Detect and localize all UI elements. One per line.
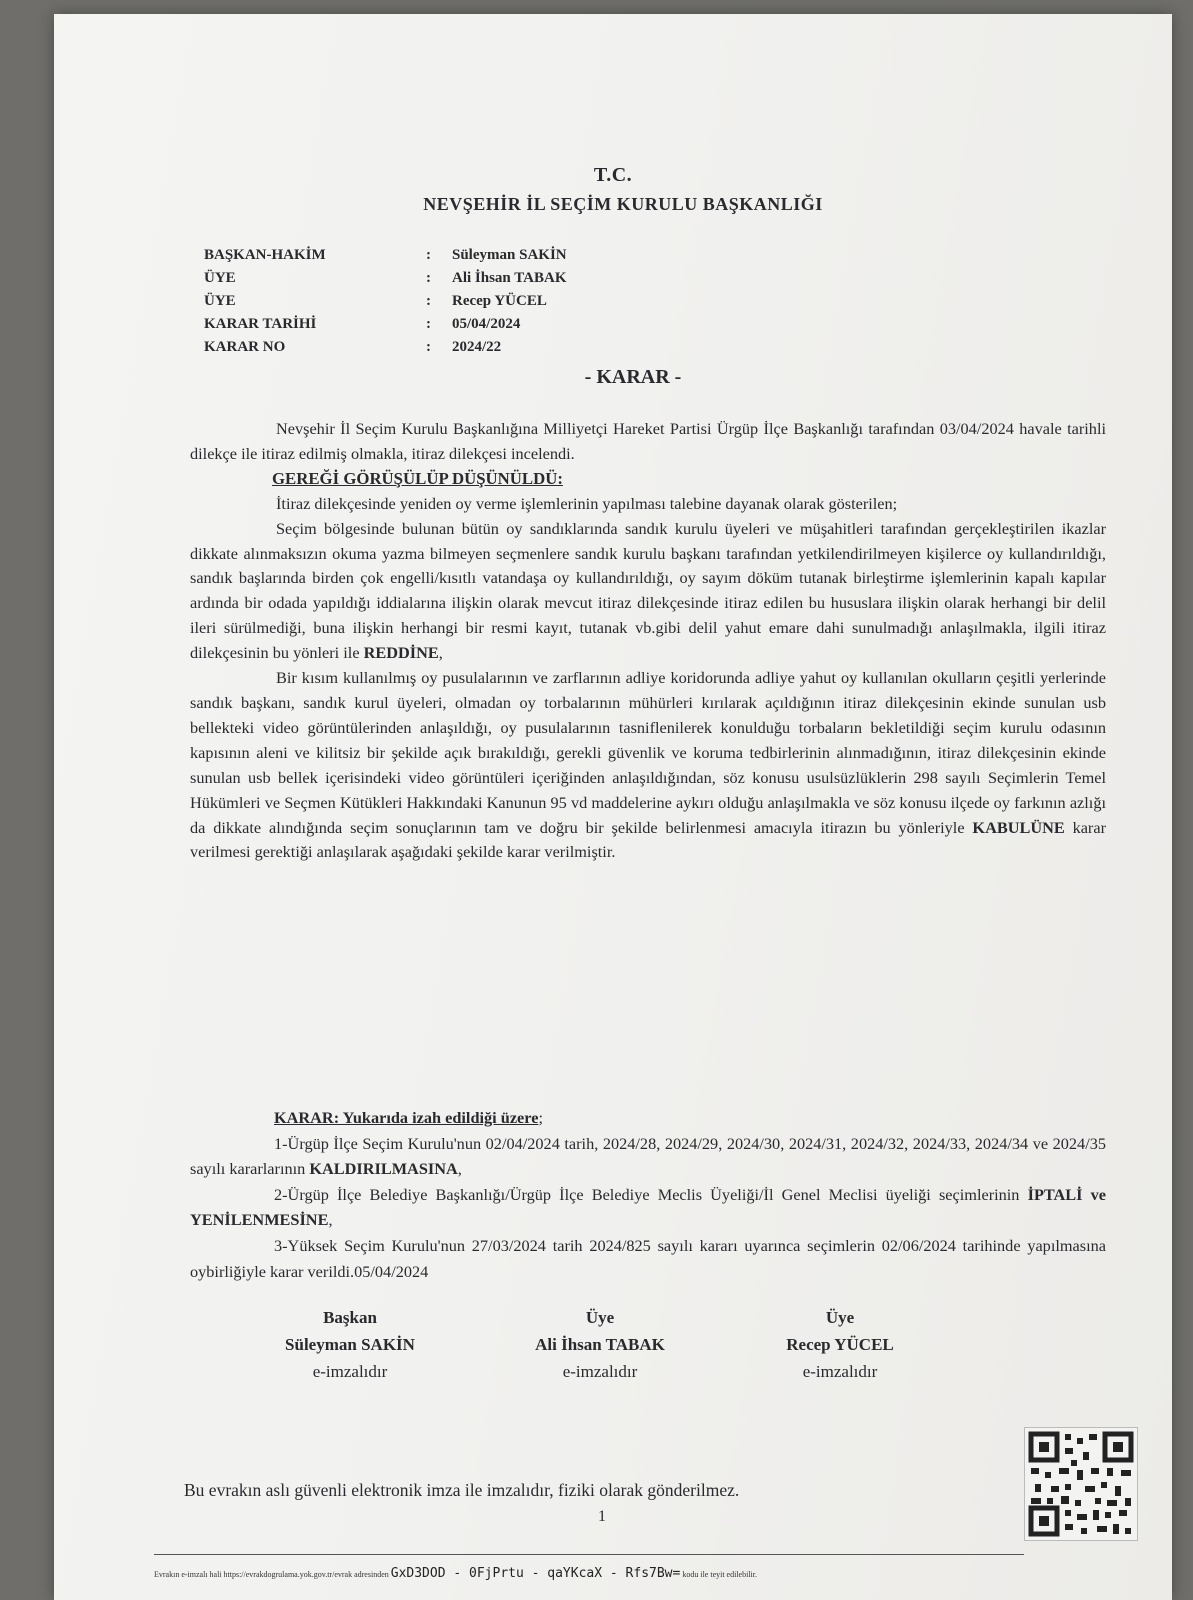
meta-key: KARAR NO — [204, 339, 286, 355]
signature-president — [240, 1304, 460, 1385]
acceptance-verdict: KABULÜNE — [972, 817, 1065, 837]
meta-colon: : — [426, 270, 431, 286]
verification-suffix: kodu ile teyit edilebilir. — [682, 1570, 757, 1579]
item-1-text: 1-Ürgüp İlçe Seçim Kurulu'nun 02/04/2024 tarih, 2024/28, 2024/29, 2024/30, 2024/31, 2024/32, 2024/33, 2024/34 ve 2024/35 sayılı kararlarının — [190, 1133, 1106, 1179]
paragraph-rejection — [190, 517, 1106, 666]
signature-esig: e-imzalıdır — [802, 1362, 878, 1381]
signature-role: Üye — [825, 1308, 855, 1327]
decision-heading-text: KARAR: Yukarıda izah edildiği üzere — [274, 1108, 539, 1127]
meta-colon: : — [426, 316, 431, 332]
signature-name: Süleyman SAKİN — [285, 1335, 415, 1354]
acceptance-text: Bir kısım kullanılmış oy pusulalarının ve zarflarının adliye koridorunda adliye yahut oy kullanılan okulların çeşitli yerlerinde sandık başkanı, sandık kurul üyeleri, olmadan oy torbalarının mühürleri kırılarak açıldığının itiraz dilekçesinin ekinde sunulan usb bellekteki video görüntülerinden anlaşıldığı, oy pusulalarının tasniflenilerek konulduğu torbaların bekletildiği seçim kurulu odasının kapısının aleni ve kilitsiz bir şekilde açık bırakıldığı, gerekli güvenlik ve koruma tedbirlerinin alınmadığının, itiraz dilekçesinin ekinde sunulan usb bellek içerisindeki video görüntüleri içeriğinden anlaşıldığından, söz konusu usulsüzlüklerin 298 sayılı Seçimlerin Temel Hükümleri ve Seçmen Kütükleri Hakkındaki Kanunun 95 vd maddelerine aykırı olduğu anlaşılmakla ve söz konusu ilçede oy farkının azlığı da dikkate alındığında seçim sonuçlarının tam ve doğru bir şekilde belirlenmesi amacıyla itirazın bu yönleriyle — [190, 668, 1106, 837]
paragraph-acceptance — [190, 666, 1106, 865]
meta-value: Süleyman SAKİN — [452, 247, 567, 263]
meta-colon: : — [426, 339, 431, 355]
deliberation-heading: GEREĞİ GÖRÜŞÜLÜP DÜŞÜNÜLDÜ: — [272, 468, 563, 488]
decision-items — [190, 1105, 1106, 1284]
decision-item-1 — [190, 1131, 1106, 1182]
decision-heading-punct: ; — [538, 1108, 543, 1127]
rejection-verdict: REDDİNE — [363, 643, 439, 663]
acceptance-end: karar verilmesi gerektiği anlaşılarak aşağıdaki şekilde karar verilmiştir. — [190, 817, 1106, 862]
country-header: T.C. — [593, 164, 633, 186]
meta-key: BAŞKAN-HAKİM — [204, 247, 326, 263]
signature-member-1 — [490, 1304, 710, 1385]
meta-colon: : — [426, 247, 431, 263]
board-header: NEVŞEHİR İL SEÇİM KURULU BAŞKANLIĞI — [423, 194, 823, 214]
qr-code-graphic — [1025, 1428, 1137, 1540]
item-2-punct: , — [328, 1210, 333, 1230]
e-signature-note: Bu evrakın aslı güvenli elektronik imza ile imzalıdır, fiziki olarak gönderilmez. — [184, 1480, 740, 1500]
item-1-verdict: KALDIRILMASINA — [309, 1159, 458, 1179]
verification-line — [154, 1566, 757, 1581]
verification-code: GxD3DOD - 0FjPrtu - qaYKcaX - Rfs7Bw= — [390, 1566, 681, 1581]
decision-item-3: 3-Yüksek Seçim Kurulu'nun 27/03/2024 tarih 2024/825 sayılı kararı uyarınca seçimlerin 02/06/2024 tarihinde yapılmasına oybirliğiyle karar verildi.05/04/2024 — [190, 1235, 1106, 1281]
verification-prefix: Evrakın e-imzalı hali https://evrakdogrulama.yok.gov.tr/evrak adresinden — [154, 1570, 389, 1579]
signature-member-2 — [730, 1304, 950, 1385]
meta-colon: : — [426, 293, 431, 309]
meta-key: KARAR TARİHİ — [204, 316, 317, 332]
signature-name: Recep YÜCEL — [786, 1335, 894, 1354]
intro-paragraph: Nevşehir İl Seçim Kurulu Başkanlığına Milliyetçi Hareket Partisi Ürgüp İlçe Başkanlığı tarafından 03/04/2024 havale tarihli dilekçe ile itiraz edilmiş olmakla, itiraz dilekçesi incelendi. — [190, 419, 1106, 463]
signature-role: Başkan — [323, 1308, 377, 1327]
decision-body — [190, 417, 1106, 865]
item-1-punct: , — [457, 1159, 462, 1179]
rejection-text: Seçim bölgesinde bulunan bütün oy sandıklarında sandık kurulu üyeleri ve müşahitleri tarafından gerçekleştirilen ikazlar dikkate alınmaksızın okuma yazma bilmeyen seçmenlere sandık kurulu başkanı tarafından yetkilendirilmeyen kişilerce oy kullandırıldığı, sandık başlarında birden çok engelli/kısıtlı vatandaşa oy kullandırıldığı, oy sayım döküm tutanak birleştirme işlemlerinin kapalı kapılar ardında bir odada yapıldığı iddialarına ilişkin olarak mevcut itiraz dilekçesinde itiraz edilen bu hususlara ilişkin olarak herhangi bir delil ileri sürülmediği, buna ilişkin herhangi bir resmi kayıt, tutanak vb.gibi delil yahut emare dahi sunulmadığı anlaşılmakla, ilgili itiraz dilekçesinin bu yönleri ile — [190, 518, 1106, 663]
meta-value: Recep YÜCEL — [452, 293, 547, 309]
decision-title: - KARAR - — [584, 366, 682, 388]
document-page — [54, 14, 1172, 1600]
meta-value: 05/04/2024 — [452, 316, 521, 332]
meta-key: ÜYE — [204, 270, 236, 286]
signature-role: Üye — [585, 1308, 615, 1327]
rejection-punct: , — [438, 643, 443, 663]
decision-heading — [190, 1105, 1106, 1131]
signature-name: Ali İhsan TABAK — [535, 1335, 665, 1354]
page-number: 1 — [598, 1508, 606, 1525]
qr-code-icon — [1024, 1427, 1138, 1541]
footer-divider — [154, 1554, 1024, 1555]
signature-esig: e-imzalıdır — [562, 1362, 638, 1381]
paragraph-objection: İtiraz dilekçesinde yeniden oy verme işlemlerinin yapılması talebine dayanak olarak gösterilen; — [276, 493, 898, 513]
meta-value: Ali İhsan TABAK — [452, 270, 567, 286]
signature-esig: e-imzalıdır — [312, 1362, 388, 1381]
meta-value: 2024/22 — [452, 339, 502, 355]
meta-key: ÜYE — [204, 293, 236, 309]
decision-item-2 — [190, 1182, 1106, 1233]
item-2-text: 2-Ürgüp İlçe Belediye Başkanlığı/Ürgüp İlçe Belediye Meclis Üyeliği/İl Genel Meclisi üyeliği seçimlerinin — [274, 1184, 1020, 1204]
item-2-verdict: İPTALİ ve YENİLENMESİNE — [190, 1184, 1107, 1230]
